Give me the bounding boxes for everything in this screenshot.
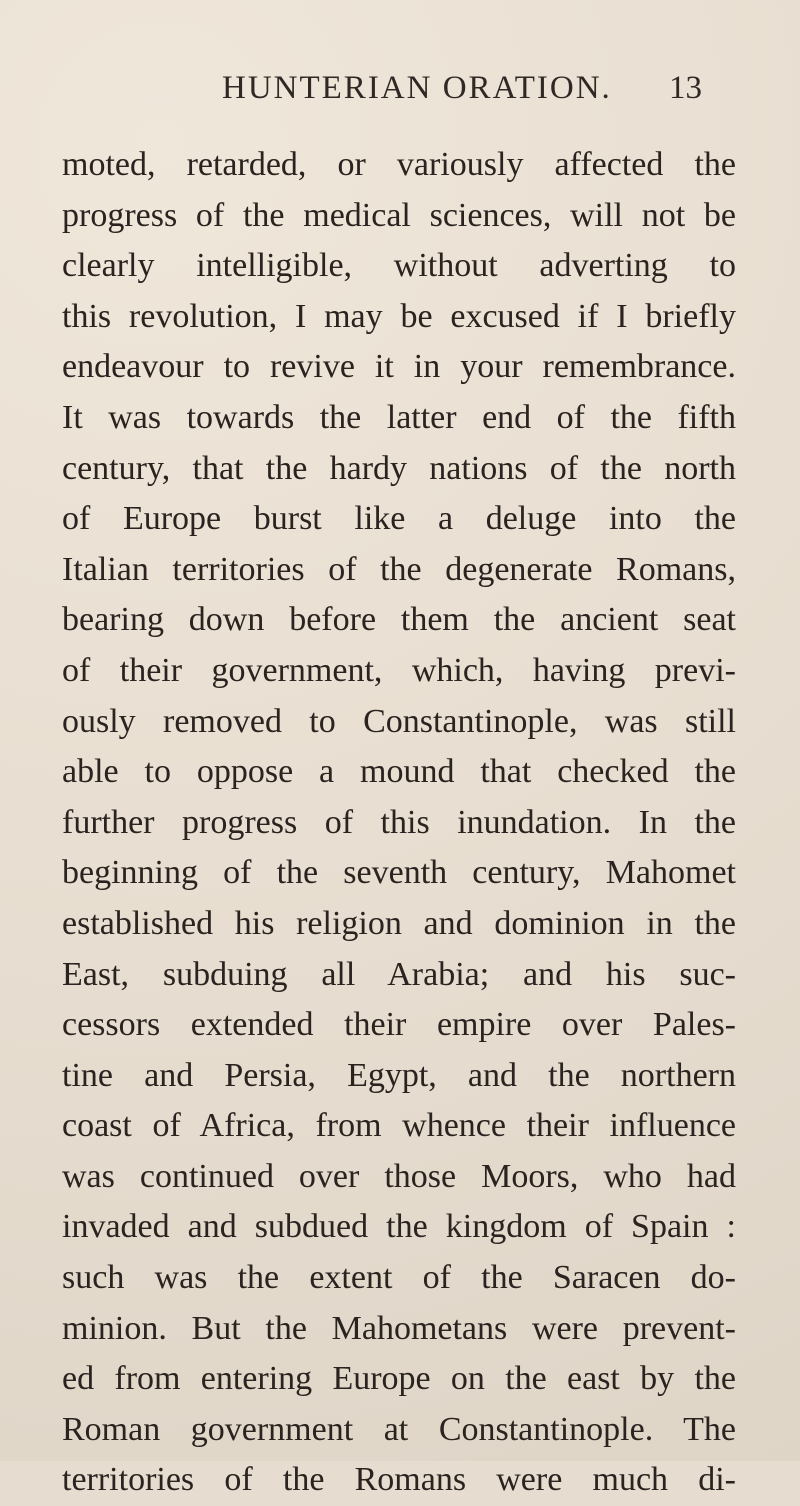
text-line: minion. But the Mahometans were prevent- [62, 1309, 736, 1347]
text-line: It was towards the latter end of the fifth [62, 398, 736, 436]
text-line: such was the extent of the Saracen do- [62, 1259, 736, 1297]
text-line: this revolution, I may be excused if I briefly [62, 297, 736, 335]
text-line: cessors extended their empire over Pales- [62, 1006, 736, 1044]
text-line: was continued over those Moors, who had [62, 1157, 736, 1195]
text-line: ously removed to Constantinople, was still [62, 702, 736, 740]
body-text [62, 140, 736, 1506]
text-line: further progress of this inundation. In the [62, 803, 736, 841]
text-line: of Europe burst like a deluge into the [62, 500, 736, 538]
running-title: HUNTERIAN ORATION. [222, 70, 612, 106]
text-line: Roman government at Constantinople. The [62, 1410, 736, 1448]
text-line: invaded and subdued the kingdom of Spain : [62, 1208, 736, 1246]
text-line: ed from entering Europe on the east by the [62, 1360, 736, 1398]
text-line: endeavour to revive it in your remembrance. [62, 348, 736, 386]
text-line: established his religion and dominion in the [62, 904, 736, 942]
text-line: tine and Persia, Egypt, and the northern [62, 1056, 736, 1094]
text-line: clearly intelligible, without adverting to [62, 247, 736, 285]
text-line: century, that the hardy nations of the north [62, 449, 736, 487]
text-line: Italian territories of the degenerate Romans, [62, 550, 736, 588]
text-line: able to oppose a mound that checked the [62, 753, 736, 791]
text-line: of their government, which, having previ- [62, 651, 736, 689]
text-line: coast of Africa, from whence their influence [62, 1107, 736, 1145]
running-head [222, 70, 702, 120]
text-line: territories of the Romans were much di- [62, 1461, 736, 1499]
page-number: 13 [669, 70, 702, 106]
text-line: progress of the medical sciences, will not be [62, 196, 736, 234]
text-line: moted, retarded, or variously affected the [62, 146, 736, 183]
text-line: East, subduing all Arabia; and his suc- [62, 955, 736, 993]
text-line: beginning of the seventh century, Mahomet [62, 854, 736, 892]
text-line: bearing down before them the ancient seat [62, 601, 736, 639]
